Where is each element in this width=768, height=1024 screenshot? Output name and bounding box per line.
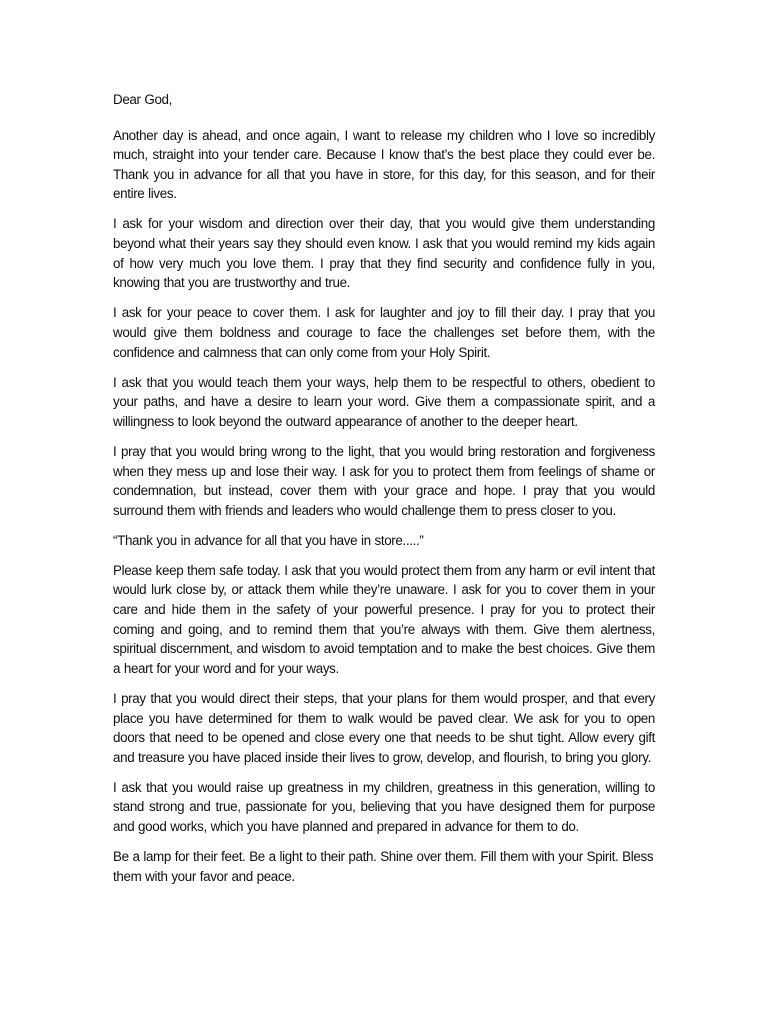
letter-quote: “Thank you in advance for all that you have in store.....”: [113, 532, 424, 548]
letter-paragraph: Another day is ahead, and once again, I want to release my children who I love so incredibly much, straight into your tender care. Because I know that’s the best place they could ever be. Thank you in advance for all that you have in store, for this day, for this season, and for their entire lives.: [113, 127, 655, 202]
letter-paragraph: Please keep them safe today. I ask that you would protect them from any harm or evil intent that would lurk close by, or attack them while they’re unaware. I ask for you to cover them in your care and hide them in the safety of your powerful presence. I pray for you to protect their coming and going, and to remind them that you’re always with them. Give them alertness, spiritual discernment, and wisdom to avoid temptation and to make the best choices. Give them a heart for your word and for your ways.: [113, 562, 655, 676]
letter-greeting: Dear God,: [113, 92, 173, 107]
letter-paragraph: I pray that you would direct their steps, that your plans for them would prosper, and that every place you have determined for them to walk would be paved clear. We ask for you to open doors that need to be opened and close every one that needs to be shut tight. Allow every gift and treasure you have placed inside their lives to grow, develop, and flourish, to bring you glory.: [113, 690, 655, 765]
letter-paragraph: I ask that you would raise up greatness in my children, greatness in this generation, willing to stand strong and true, passionate for you, believing that you have designed them for purpose and good works, which you have planned and prepared in advance for them to do.: [113, 779, 655, 834]
letter-paragraph: I ask for your peace to cover them. I ask for laughter and joy to fill their day. I pray that you would give them boldness and courage to face the challenges set before them, with the confidence and calmness that can only come from your Holy Spirit.: [113, 305, 655, 360]
letter-page: [113, 90, 655, 897]
letter-paragraph: I ask for your wisdom and direction over their day, that you would give them understanding beyond what their years say they should even know. I ask that you would remind my kids again of how very much you love them. I pray that they find security and confidence fully in you, knowing that you are trustworthy and true.: [113, 216, 655, 291]
letter-closing-paragraph: Be a lamp for their feet. Be a light to their path. Shine over them. Fill them with your Spirit. Bless them with your favor and peace.: [113, 849, 654, 884]
letter-paragraph: I ask that you would teach them your ways, help them to be respectful to others, obedient to your paths, and have a desire to learn your word. Give them a compassionate spirit, and a willingness to look beyond the outward appearance of another to the deeper heart.: [113, 374, 655, 429]
letter-paragraph: I pray that you would bring wrong to the light, that you would bring restoration and forgiveness when they mess up and lose their way. I ask for you to protect them from feelings of shame or condemnation, but instead, cover them with your grace and hope. I pray that you would surround them with friends and leaders who would challenge them to press closer to you.: [113, 443, 655, 518]
